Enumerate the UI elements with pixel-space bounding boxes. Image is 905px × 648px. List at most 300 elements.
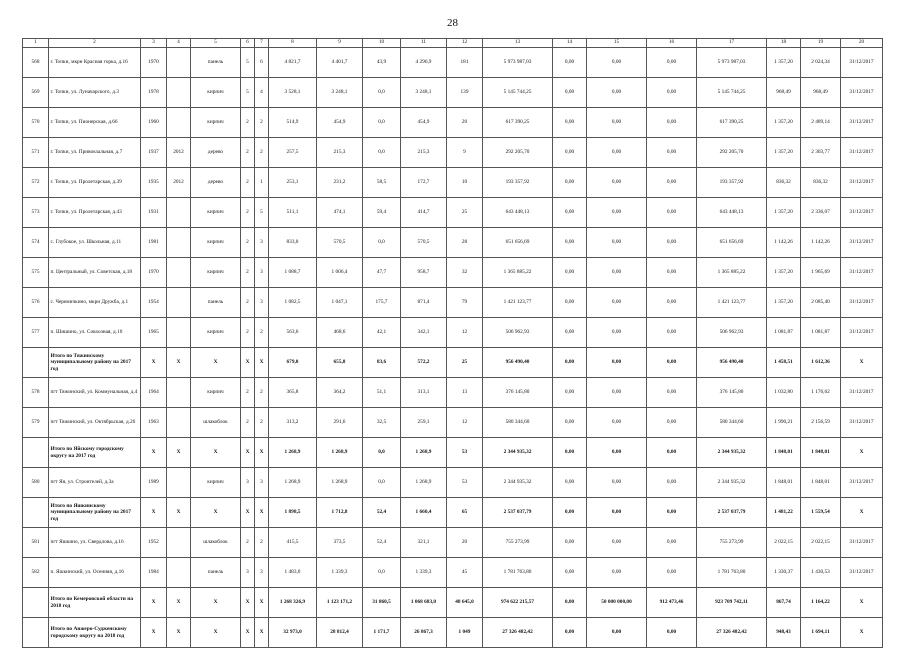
- table-cell: 1 049: [447, 618, 483, 648]
- table-row: [23, 198, 883, 228]
- table-cell: 0,0: [363, 558, 401, 588]
- table-cell: 0,00: [587, 288, 647, 318]
- table-cell: 0,00: [553, 378, 587, 408]
- table-cell: 4 401,7: [317, 48, 363, 78]
- table-cell: кирпич: [191, 258, 241, 288]
- table-cell: 582: [23, 558, 49, 588]
- address-cell: Итого по Яшкинскому муниципальному району на 2017 год: [49, 498, 141, 528]
- table-cell: 1 965,69: [801, 258, 841, 288]
- table-cell: [167, 108, 191, 138]
- table-cell: 580 344,60: [483, 408, 553, 438]
- table-cell: 2: [241, 408, 255, 438]
- column-number-cell: 10: [363, 39, 401, 48]
- table-cell: 833,0: [269, 228, 317, 258]
- table-cell: 1 339,3: [401, 558, 447, 588]
- table-cell: 0,00: [553, 228, 587, 258]
- table-cell: 27 326 482,42: [697, 618, 767, 648]
- table-cell: 578: [23, 378, 49, 408]
- table-cell: 0,00: [647, 318, 697, 348]
- table-row: [23, 228, 883, 258]
- table-row: [23, 378, 883, 408]
- table-cell: 0,00: [587, 108, 647, 138]
- table-cell: 0,00: [553, 198, 587, 228]
- table-cell: 576: [23, 288, 49, 318]
- table-cell: 31/12/2017: [841, 528, 883, 558]
- table-cell: X: [167, 438, 191, 468]
- table-cell: 3: [255, 258, 269, 288]
- table-cell: 956 490,40: [483, 348, 553, 378]
- table-cell: дерево: [191, 168, 241, 198]
- table-cell: X: [167, 588, 191, 618]
- table-cell: 0,00: [587, 168, 647, 198]
- table-cell: 376 145,80: [697, 378, 767, 408]
- table-cell: 0,00: [587, 618, 647, 648]
- table-cell: 31 860,5: [363, 588, 401, 618]
- table-cell: 32,5: [363, 408, 401, 438]
- table-cell: X: [255, 438, 269, 468]
- table-cell: шлакоблок: [191, 408, 241, 438]
- table-cell: [167, 78, 191, 108]
- table-cell: 0,00: [553, 78, 587, 108]
- table-cell: 968,49: [767, 78, 801, 108]
- table-cell: 572,2: [401, 348, 447, 378]
- table-cell: 1 481,22: [767, 498, 801, 528]
- table-cell: [23, 348, 49, 378]
- table-cell: 0,00: [553, 468, 587, 498]
- table-cell: 1 142,26: [767, 228, 801, 258]
- table-cell: 0,00: [553, 558, 587, 588]
- table-cell: 1 848,01: [801, 468, 841, 498]
- column-number-cell: 12: [447, 39, 483, 48]
- column-number-cell: 17: [697, 39, 767, 48]
- table-cell: 3: [241, 468, 255, 498]
- table-cell: 139: [447, 78, 483, 108]
- table-cell: 0,00: [587, 48, 647, 78]
- table-cell: 468,6: [317, 318, 363, 348]
- table-row: [23, 78, 883, 108]
- table-cell: X: [191, 618, 241, 648]
- table-cell: 0,00: [553, 408, 587, 438]
- table-cell: X: [191, 438, 241, 468]
- address-cell: Итого по Яйскому городскому округу на 2017 год: [49, 438, 141, 468]
- column-number-cell: 13: [483, 39, 553, 48]
- table-cell: 1954: [141, 288, 167, 318]
- table-cell: 1 047,1: [317, 288, 363, 318]
- address-cell: г. Топки, ул. Пролетарская, д.39: [49, 168, 141, 198]
- table-cell: 3 248,1: [317, 78, 363, 108]
- table-cell: [167, 198, 191, 228]
- table-cell: 1964: [141, 378, 167, 408]
- table-cell: X: [141, 438, 167, 468]
- table-cell: X: [255, 618, 269, 648]
- table-row: [23, 288, 883, 318]
- table-cell: 1 694,11: [801, 618, 841, 648]
- table-cell: 4 296,9: [401, 48, 447, 78]
- table-cell: 1 559,54: [801, 498, 841, 528]
- table-cell: 0,00: [587, 258, 647, 288]
- table-cell: 0,00: [647, 168, 697, 198]
- table-cell: 0,0: [363, 228, 401, 258]
- column-number-cell: 19: [801, 39, 841, 48]
- table-cell: 1 164,22: [801, 588, 841, 618]
- column-number-cell: 9: [317, 39, 363, 48]
- table-cell: 867,74: [767, 588, 801, 618]
- table-cell: 0,00: [587, 558, 647, 588]
- table-cell: 0,0: [363, 438, 401, 468]
- table-cell: 2012: [167, 138, 191, 168]
- table-cell: 31/12/2017: [841, 138, 883, 168]
- table-cell: 0,00: [587, 498, 647, 528]
- table-row: [23, 138, 883, 168]
- table-cell: 12: [447, 408, 483, 438]
- table-cell: 31/12/2017: [841, 48, 883, 78]
- table-cell: 569: [23, 78, 49, 108]
- table-cell: 0,00: [647, 198, 697, 228]
- table-cell: 836,32: [767, 168, 801, 198]
- table-cell: X: [255, 348, 269, 378]
- table-cell: 2 022,15: [767, 528, 801, 558]
- table-cell: 31/12/2017: [841, 408, 883, 438]
- table-cell: 3 248,1: [401, 78, 447, 108]
- column-number-cell: 20: [841, 39, 883, 48]
- table-cell: 1931: [141, 198, 167, 228]
- table-cell: 0,00: [647, 528, 697, 558]
- table-cell: 1 848,01: [767, 468, 801, 498]
- column-number-cell: 1: [23, 39, 49, 48]
- table-cell: 1 268,9: [269, 468, 317, 498]
- table-cell: 1 357,20: [767, 48, 801, 78]
- address-cell: п. Яшкинский, ул. Осенняя, д.16: [49, 558, 141, 588]
- table-cell: 5 145 744,25: [697, 78, 767, 108]
- table-cell: X: [167, 348, 191, 378]
- table-cell: 1 421 123,77: [697, 288, 767, 318]
- address-cell: с. Глубокое, ул. Школьная, д.11: [49, 228, 141, 258]
- table-cell: 0,00: [587, 78, 647, 108]
- table-cell: 193 357,92: [697, 168, 767, 198]
- table-cell: 4: [255, 78, 269, 108]
- column-number-cell: 16: [647, 39, 697, 48]
- table-cell: 0,00: [553, 288, 587, 318]
- table-cell: 655,8: [317, 348, 363, 378]
- table-cell: 581: [23, 528, 49, 558]
- table-cell: 257,5: [269, 138, 317, 168]
- table-cell: X: [841, 588, 883, 618]
- table-cell: 0,00: [553, 438, 587, 468]
- subtotal-row: [23, 348, 883, 378]
- table-cell: 1 365 885,22: [483, 258, 553, 288]
- subtotal-row: [23, 618, 883, 648]
- address-cell: п. Центральный, ул. Советская, д.18: [49, 258, 141, 288]
- table-cell: X: [241, 498, 255, 528]
- table-cell: 0,00: [647, 138, 697, 168]
- table-cell: 1 990,21: [767, 408, 801, 438]
- table-cell: 53: [447, 438, 483, 468]
- table-cell: 580 344,60: [697, 408, 767, 438]
- table-cell: 0,00: [647, 48, 697, 78]
- table-cell: 376 145,80: [483, 378, 553, 408]
- table-cell: 31/12/2017: [841, 378, 883, 408]
- table-cell: 1 848,01: [767, 438, 801, 468]
- table-cell: 1970: [141, 48, 167, 78]
- table-cell: 2: [255, 408, 269, 438]
- table-cell: 25: [447, 198, 483, 228]
- table-cell: 52,4: [363, 498, 401, 528]
- table-cell: панель: [191, 558, 241, 588]
- table-cell: 32: [447, 258, 483, 288]
- table-cell: 755 273,99: [697, 528, 767, 558]
- table-cell: 0,00: [587, 318, 647, 348]
- table-cell: 506 962,93: [697, 318, 767, 348]
- table-cell: X: [191, 348, 241, 378]
- table-cell: 231,2: [317, 168, 363, 198]
- table-cell: 31/12/2017: [841, 468, 883, 498]
- table-cell: 2: [241, 378, 255, 408]
- column-number-cell: 7: [255, 39, 269, 48]
- table-cell: 2: [255, 138, 269, 168]
- table-cell: 1 483,0: [269, 558, 317, 588]
- table-row: [23, 408, 883, 438]
- table-cell: 0,00: [647, 468, 697, 498]
- table-cell: X: [141, 618, 167, 648]
- table-cell: X: [241, 588, 255, 618]
- table-cell: 0,00: [647, 348, 697, 378]
- table-cell: 563,6: [269, 318, 317, 348]
- table-cell: 1 781 763,80: [697, 558, 767, 588]
- table-cell: 1 712,8: [317, 498, 363, 528]
- table-cell: 0,00: [587, 528, 647, 558]
- table-cell: 579: [23, 408, 49, 438]
- table-cell: [167, 378, 191, 408]
- table-cell: X: [141, 348, 167, 378]
- column-number-cell: 14: [553, 39, 587, 48]
- table-cell: X: [255, 498, 269, 528]
- table-cell: 2: [255, 318, 269, 348]
- table-cell: 572: [23, 168, 49, 198]
- table-cell: X: [841, 618, 883, 648]
- table-cell: 617 390,25: [697, 108, 767, 138]
- table-cell: 1 081,87: [801, 318, 841, 348]
- table-cell: 574: [23, 228, 49, 258]
- table-cell: 506 962,93: [483, 318, 553, 348]
- table-cell: 2 085,40: [801, 288, 841, 318]
- table-cell: X: [241, 348, 255, 378]
- table-cell: 2: [241, 258, 255, 288]
- table-cell: X: [241, 618, 255, 648]
- table-cell: 0,00: [553, 348, 587, 378]
- subtotal-row: [23, 438, 883, 468]
- table-cell: 0,00: [647, 78, 697, 108]
- table-cell: кирпич: [191, 108, 241, 138]
- table-cell: 292 205,70: [483, 138, 553, 168]
- table-cell: 3 528,1: [269, 78, 317, 108]
- column-number-cell: 2: [49, 39, 141, 48]
- table-cell: 1 357,20: [767, 108, 801, 138]
- column-number-cell: 8: [269, 39, 317, 48]
- table-cell: X: [241, 438, 255, 468]
- table-cell: 42,1: [363, 318, 401, 348]
- table-cell: дерево: [191, 138, 241, 168]
- address-cell: п. Шишино, ул. Совхозная, д.10: [49, 318, 141, 348]
- table-cell: 259,1: [401, 408, 447, 438]
- address-cell: г. Топки, ул. Привокзальная, д.7: [49, 138, 141, 168]
- table-cell: 1963: [141, 408, 167, 438]
- table-cell: 956 490,40: [697, 348, 767, 378]
- table-cell: 1: [255, 168, 269, 198]
- table-cell: 974 622 215,57: [483, 588, 553, 618]
- table-cell: кирпич: [191, 228, 241, 258]
- column-number-row: [23, 39, 883, 48]
- table-cell: 0,00: [647, 558, 697, 588]
- table-cell: 31/12/2017: [841, 108, 883, 138]
- table-cell: 51,1: [363, 378, 401, 408]
- address-cell: пгт Яя, ул. Строителей, д.3а: [49, 468, 141, 498]
- table-cell: X: [191, 588, 241, 618]
- table-cell: 0,00: [647, 258, 697, 288]
- table-cell: кирпич: [191, 198, 241, 228]
- subtotal-row: [23, 588, 883, 618]
- table-cell: 912 473,46: [647, 588, 697, 618]
- table-cell: 958,7: [401, 258, 447, 288]
- table-cell: 43,9: [363, 48, 401, 78]
- table-cell: 1 268,9: [401, 438, 447, 468]
- table-cell: [23, 438, 49, 468]
- table-cell: 10: [447, 168, 483, 198]
- table-cell: 1978: [141, 78, 167, 108]
- table-cell: 1 660,4: [401, 498, 447, 528]
- table-cell: 1 898,5: [269, 498, 317, 528]
- table-cell: панель: [191, 288, 241, 318]
- table-cell: 47,7: [363, 258, 401, 288]
- housing-register-table: [22, 38, 883, 648]
- table-cell: 0,00: [553, 168, 587, 198]
- table-cell: 5 973 987,03: [697, 48, 767, 78]
- table-cell: 836,32: [801, 168, 841, 198]
- table-cell: 26 867,3: [401, 618, 447, 648]
- table-cell: 948,43: [767, 618, 801, 648]
- table-cell: 20: [447, 528, 483, 558]
- table-cell: X: [141, 588, 167, 618]
- table-cell: 0,00: [553, 498, 587, 528]
- table-cell: 0,00: [647, 108, 697, 138]
- table-cell: 6: [255, 48, 269, 78]
- table-cell: 215,3: [401, 138, 447, 168]
- table-cell: 1 357,20: [767, 258, 801, 288]
- table-cell: 1 330,37: [767, 558, 801, 588]
- table-cell: 1 081,87: [767, 318, 801, 348]
- table-cell: 617 390,25: [483, 108, 553, 138]
- table-cell: 1 268,9: [269, 438, 317, 468]
- table-cell: 31/12/2017: [841, 558, 883, 588]
- table-cell: 415,5: [269, 528, 317, 558]
- table-cell: 1 339,3: [317, 558, 363, 588]
- table-cell: [167, 528, 191, 558]
- table-cell: 59,4: [363, 198, 401, 228]
- table-cell: 0,00: [647, 498, 697, 528]
- table-cell: 454,9: [401, 108, 447, 138]
- table-cell: 0,00: [553, 618, 587, 648]
- table-cell: 0,00: [587, 138, 647, 168]
- table-cell: кирпич: [191, 378, 241, 408]
- table-cell: 2: [241, 318, 255, 348]
- table-cell: 2: [255, 108, 269, 138]
- table-cell: 1 458,51: [767, 348, 801, 378]
- table-cell: 25: [447, 348, 483, 378]
- table-cell: 0,00: [587, 198, 647, 228]
- table-cell: 0,00: [553, 138, 587, 168]
- table-cell: 1 068 683,0: [401, 588, 447, 618]
- table-cell: 31/12/2017: [841, 318, 883, 348]
- address-cell: г. Топки, ул. Луначарского, д.3: [49, 78, 141, 108]
- table-cell: 1 268,9: [317, 468, 363, 498]
- table-cell: 1 032,80: [767, 378, 801, 408]
- table-cell: 923 709 742,11: [697, 588, 767, 618]
- table-cell: 2 344 935,32: [697, 438, 767, 468]
- table-cell: 968,49: [801, 78, 841, 108]
- table-cell: 321,1: [401, 528, 447, 558]
- table-cell: [167, 288, 191, 318]
- table-cell: 4 821,7: [269, 48, 317, 78]
- table-cell: 48 645,0: [447, 588, 483, 618]
- table-cell: 3: [241, 558, 255, 588]
- table-cell: 373,5: [317, 528, 363, 558]
- table-cell: X: [141, 498, 167, 528]
- table-cell: 2: [255, 378, 269, 408]
- table-cell: 0,00: [647, 378, 697, 408]
- table-cell: 2 156,59: [801, 408, 841, 438]
- table-cell: 12: [447, 318, 483, 348]
- table-cell: 5: [241, 78, 255, 108]
- table-cell: 570,5: [401, 228, 447, 258]
- table-cell: 291,6: [317, 408, 363, 438]
- table-cell: 313,1: [401, 378, 447, 408]
- table-cell: X: [191, 498, 241, 528]
- table-cell: 1 006,4: [317, 258, 363, 288]
- table-cell: 1 421 123,77: [483, 288, 553, 318]
- table-cell: 1981: [141, 228, 167, 258]
- table-cell: 2: [241, 138, 255, 168]
- table-row: [23, 168, 883, 198]
- table-cell: кирпич: [191, 468, 241, 498]
- table-cell: 5: [255, 198, 269, 228]
- column-number-cell: 18: [767, 39, 801, 48]
- table-cell: 2 303,77: [801, 138, 841, 168]
- table-cell: 1 088,7: [269, 258, 317, 288]
- table-cell: 1 176,62: [801, 378, 841, 408]
- table-cell: 1937: [141, 138, 167, 168]
- table-cell: 9: [447, 138, 483, 168]
- table-cell: 2: [241, 528, 255, 558]
- table-cell: 0,00: [587, 378, 647, 408]
- table-cell: 3: [255, 228, 269, 258]
- table-cell: 0,0: [363, 138, 401, 168]
- table-cell: 1960: [141, 108, 167, 138]
- table-cell: 0,00: [553, 108, 587, 138]
- table-cell: 83,6: [363, 348, 401, 378]
- table-cell: 573: [23, 198, 49, 228]
- column-number-cell: 4: [167, 39, 191, 48]
- table-cell: 0,00: [587, 228, 647, 258]
- table-cell: шлакоблок: [191, 528, 241, 558]
- table-cell: 2: [241, 198, 255, 228]
- table-cell: 0,00: [587, 408, 647, 438]
- table-cell: 1 142,26: [801, 228, 841, 258]
- table-cell: 0,00: [553, 528, 587, 558]
- table-cell: 651 656,69: [697, 228, 767, 258]
- column-number-cell: 6: [241, 39, 255, 48]
- table-cell: [23, 618, 49, 648]
- table-cell: 511,1: [269, 198, 317, 228]
- table-cell: 1 612,36: [801, 348, 841, 378]
